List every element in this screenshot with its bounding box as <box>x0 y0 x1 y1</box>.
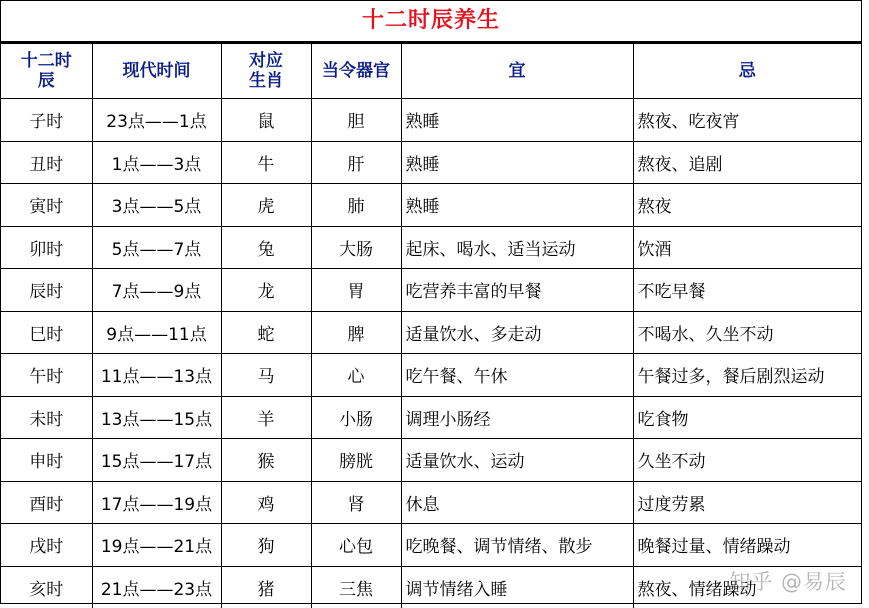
cell-avoid: 久坐不动 <box>633 439 861 482</box>
cell-time: 15点——17点 <box>92 439 221 482</box>
cell-zodiac: 蛇 <box>221 311 311 354</box>
cell-shichen: 辰时 <box>1 269 92 312</box>
cell-shichen: 酉时 <box>1 481 92 524</box>
cell-organ: 大肠 <box>311 226 401 269</box>
cell-shichen: 未时 <box>1 396 92 439</box>
cell-do: 调节情绪入睡 <box>401 566 633 608</box>
cell-do: 适量饮水、运动 <box>401 439 633 482</box>
cell-organ: 肺 <box>311 184 401 227</box>
cell-do: 适量饮水、多走动 <box>401 311 633 354</box>
shichen-table <box>1 43 861 608</box>
cell-time: 7点——9点 <box>92 269 221 312</box>
cell-shichen: 卯时 <box>1 226 92 269</box>
table-row <box>1 184 861 227</box>
cell-shichen: 亥时 <box>1 566 92 608</box>
cell-do: 吃营养丰富的早餐 <box>401 269 633 312</box>
cell-time: 1点——3点 <box>92 141 221 184</box>
cell-shichen: 巳时 <box>1 311 92 354</box>
cell-time: 9点——11点 <box>92 311 221 354</box>
cell-organ: 胃 <box>311 269 401 312</box>
table-row <box>1 99 861 142</box>
table-row <box>1 311 861 354</box>
cell-time: 5点——7点 <box>92 226 221 269</box>
cell-time: 21点——23点 <box>92 566 221 608</box>
cell-avoid: 不喝水、久坐不动 <box>633 311 861 354</box>
table-row <box>1 481 861 524</box>
cell-do: 休息 <box>401 481 633 524</box>
cell-zodiac: 龙 <box>221 269 311 312</box>
cell-time: 13点——15点 <box>92 396 221 439</box>
cell-time: 17点——19点 <box>92 481 221 524</box>
table-row <box>1 566 861 608</box>
header-row <box>1 44 861 99</box>
cell-organ: 脾 <box>311 311 401 354</box>
cell-organ: 心包 <box>311 524 401 567</box>
cell-do: 吃午餐、午休 <box>401 354 633 397</box>
cell-time: 19点——21点 <box>92 524 221 567</box>
zhihu-watermark: 知乎 @易辰 <box>729 570 847 594</box>
cell-zodiac: 鸡 <box>221 481 311 524</box>
cell-do: 熟睡 <box>401 184 633 227</box>
cell-avoid: 吃食物 <box>633 396 861 439</box>
cell-avoid: 熬夜、追剧 <box>633 141 861 184</box>
cell-zodiac: 马 <box>221 354 311 397</box>
cell-avoid: 熬夜 <box>633 184 861 227</box>
cell-zodiac: 牛 <box>221 141 311 184</box>
cell-zodiac: 狗 <box>221 524 311 567</box>
cell-organ: 膀胱 <box>311 439 401 482</box>
cell-avoid: 熬夜、情绪躁动 <box>633 566 861 608</box>
table-row <box>1 354 861 397</box>
cell-do: 熟睡 <box>401 141 633 184</box>
cell-do: 熟睡 <box>401 99 633 142</box>
cell-organ: 肾 <box>311 481 401 524</box>
cell-avoid: 不吃早餐 <box>633 269 861 312</box>
cell-avoid: 晚餐过量、情绪躁动 <box>633 524 861 567</box>
table-title: 十二时辰养生 <box>1 1 861 43</box>
cell-avoid: 过度劳累 <box>633 481 861 524</box>
header-do: 宜 <box>401 44 633 99</box>
cell-avoid: 午餐过多，餐后剧烈运动 <box>633 354 861 397</box>
cell-do: 调理小肠经 <box>401 396 633 439</box>
cell-organ: 胆 <box>311 99 401 142</box>
cell-do: 吃晚餐、调节情绪、散步 <box>401 524 633 567</box>
header-shichen: 十二时辰 <box>1 44 92 99</box>
header-avoid: 忌 <box>633 44 861 99</box>
header-modern-time: 现代时间 <box>92 44 221 99</box>
cell-do: 起床、喝水、适当运动 <box>401 226 633 269</box>
cell-shichen: 寅时 <box>1 184 92 227</box>
cell-zodiac: 兔 <box>221 226 311 269</box>
header-organ: 当令器官 <box>311 44 401 99</box>
table-row <box>1 439 861 482</box>
cell-time: 3点——5点 <box>92 184 221 227</box>
table-row <box>1 269 861 312</box>
table-row <box>1 524 861 567</box>
cell-organ: 三焦 <box>311 566 401 608</box>
cell-zodiac: 羊 <box>221 396 311 439</box>
cell-shichen: 子时 <box>1 99 92 142</box>
cell-shichen: 丑时 <box>1 141 92 184</box>
cell-zodiac: 鼠 <box>221 99 311 142</box>
cell-avoid: 熬夜、吃夜宵 <box>633 99 861 142</box>
cell-time: 23点——1点 <box>92 99 221 142</box>
cell-organ: 小肠 <box>311 396 401 439</box>
cell-organ: 心 <box>311 354 401 397</box>
cell-time: 11点——13点 <box>92 354 221 397</box>
cell-zodiac: 虎 <box>221 184 311 227</box>
cell-avoid: 饮酒 <box>633 226 861 269</box>
cell-zodiac: 猪 <box>221 566 311 608</box>
cell-shichen: 申时 <box>1 439 92 482</box>
table-row <box>1 396 861 439</box>
cell-shichen: 戌时 <box>1 524 92 567</box>
cell-zodiac: 猴 <box>221 439 311 482</box>
cell-shichen: 午时 <box>1 354 92 397</box>
table-row <box>1 226 861 269</box>
header-zodiac: 对应生肖 <box>221 44 311 99</box>
table-row <box>1 141 861 184</box>
cell-organ: 肝 <box>311 141 401 184</box>
